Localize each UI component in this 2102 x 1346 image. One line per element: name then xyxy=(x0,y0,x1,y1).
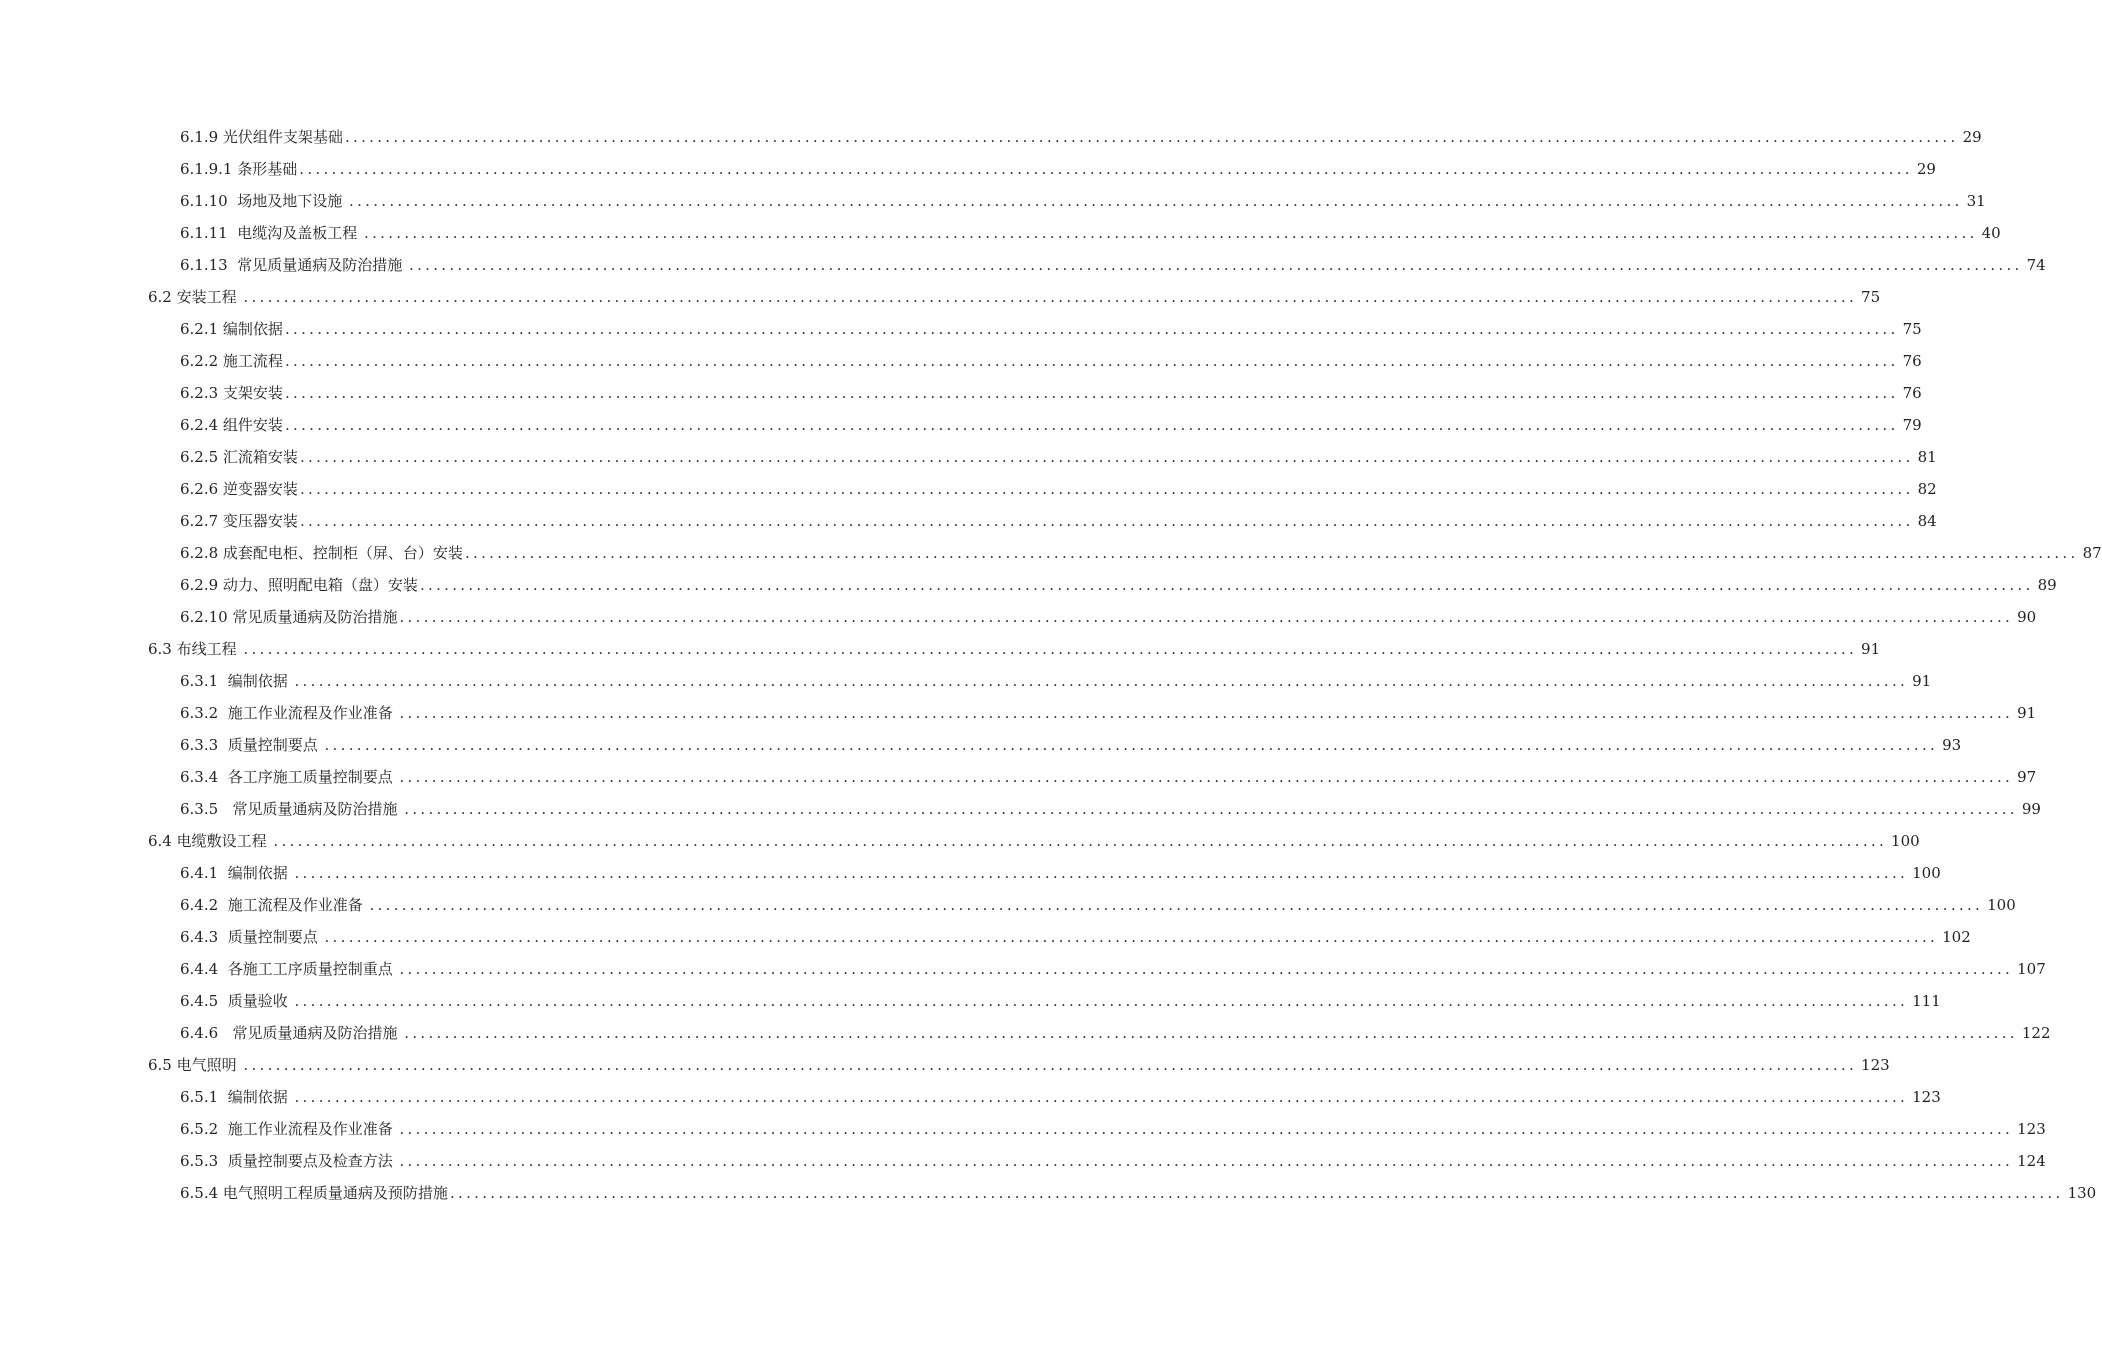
toc-entry-page: 75 xyxy=(1861,288,1881,306)
toc-entry-page: 29 xyxy=(1962,128,1982,146)
toc-entry[interactable] xyxy=(0,121,1982,153)
toc-entry[interactable] xyxy=(0,505,1937,537)
toc-entry[interactable] xyxy=(0,313,1922,345)
toc-entry[interactable] xyxy=(0,921,1971,953)
dot-leader: ........................................................................................................................................................................................................ xyxy=(399,608,2014,626)
toc-entry[interactable] xyxy=(0,153,1936,185)
toc-entry-page: 122 xyxy=(2021,1024,2051,1042)
toc-entry-page: 91 xyxy=(1861,640,1881,658)
dot-leader: ........................................................................................................................................................................................................ xyxy=(273,832,1888,850)
toc-entry[interactable] xyxy=(0,249,2046,281)
dot-leader: ........................................................................................................................................................................................................ xyxy=(324,928,1939,946)
dot-leader: ........................................................................................................................................................................................................ xyxy=(284,352,1899,370)
dot-leader: ........................................................................................................................................................................................................ xyxy=(284,416,1899,434)
toc-entry-page: 81 xyxy=(1917,448,1937,466)
toc-entry-title: 6.3.5 常见质量通病及防治措施 xyxy=(180,797,404,821)
toc-entry-page: 102 xyxy=(1942,928,1971,946)
toc-entry-title: 6.3.1 编制依据 xyxy=(180,669,294,693)
toc-entry-title: 6.5.2 施工作业流程及作业准备 xyxy=(180,1117,399,1141)
toc-entry-title: 6.4.2 施工流程及作业准备 xyxy=(180,893,369,917)
toc-entry[interactable] xyxy=(0,1081,1941,1113)
dot-leader: ........................................................................................................................................................................................................ xyxy=(299,160,1913,178)
toc-entry-title: 6.3.3 质量控制要点 xyxy=(180,733,324,757)
dot-leader: ........................................................................................................................................................................................................ xyxy=(399,1152,2014,1170)
toc-entry[interactable] xyxy=(0,185,1986,217)
toc-entry-page: 31 xyxy=(1966,192,1986,210)
toc-entry-page: 97 xyxy=(2017,768,2037,786)
toc-entry-title: 6.5 电气照明 xyxy=(148,1053,243,1077)
toc-entry-page: 100 xyxy=(1912,864,1941,882)
toc-entry-page: 84 xyxy=(1917,512,1937,530)
toc-entry-page: 91 xyxy=(1912,672,1932,690)
dot-leader: ........................................................................................................................................................................................................ xyxy=(294,992,1909,1010)
toc-entry-page: 89 xyxy=(2037,576,2057,594)
toc-entry[interactable] xyxy=(0,1177,2097,1209)
toc-entry-page: 87 xyxy=(2082,544,2102,562)
dot-leader: ........................................................................................................................................................................................................ xyxy=(294,864,1909,882)
toc-entry-page: 90 xyxy=(2017,608,2037,626)
toc-entry-title: 6.2.9 动力、照明配电箱（盘）安装 xyxy=(180,573,420,597)
toc-entry[interactable] xyxy=(0,1113,2046,1145)
toc-entry-page: 123 xyxy=(1912,1088,1941,1106)
toc-entry-title: 6.4.3 质量控制要点 xyxy=(180,925,324,949)
dot-leader: ........................................................................................................................................................................................................ xyxy=(243,288,1858,306)
toc-entry-title: 6.2.2 施工流程 xyxy=(180,349,285,373)
dot-leader: ........................................................................................................................................................................................................ xyxy=(284,320,1899,338)
dot-leader: ........................................................................................................................................................................................................ xyxy=(464,544,2079,562)
toc-entry[interactable] xyxy=(0,729,1962,761)
dot-leader: ........................................................................................................................................................................................................ xyxy=(299,480,1914,498)
dot-leader: ........................................................................................................................................................................................................ xyxy=(299,448,1914,466)
dot-leader: ........................................................................................................................................................................................................ xyxy=(294,672,1909,690)
toc-entry[interactable] xyxy=(0,409,1922,441)
toc-entry-title: 6.1.10 场地及地下设施 xyxy=(180,189,349,213)
toc-entry-title: 6.1.9 光伏组件支架基础 xyxy=(180,125,345,149)
toc-entry-page: 123 xyxy=(1861,1056,1890,1074)
toc-entry-title: 6.1.11 电缆沟及盖板工程 xyxy=(180,221,364,245)
toc-entry-page: 79 xyxy=(1902,416,1922,434)
toc-entry-title: 6.2.8 成套配电柜、控制柜（屏、台）安装 xyxy=(180,541,465,565)
dot-leader: ........................................................................................................................................................................................................ xyxy=(399,960,2014,978)
toc-entry-title: 6.1.9.1 条形基础 xyxy=(180,157,299,181)
toc-entry-title: 6.3 布线工程 xyxy=(148,637,243,661)
dot-leader: ........................................................................................................................................................................................................ xyxy=(344,128,1959,146)
toc-entry-title: 6.1.13 常见质量通病及防治措施 xyxy=(180,253,409,277)
toc-entry-title: 6.3.2 施工作业流程及作业准备 xyxy=(180,701,399,725)
toc-entry-title: 6.2.7 变压器安装 xyxy=(180,509,300,533)
toc-entry[interactable] xyxy=(0,1049,1890,1081)
toc-entry[interactable] xyxy=(0,665,1932,697)
toc-entry[interactable] xyxy=(0,793,2041,825)
toc-entry[interactable] xyxy=(0,857,1941,889)
toc-entry-page: 82 xyxy=(1917,480,1937,498)
toc-entry-page: 124 xyxy=(2017,1152,2046,1170)
toc-entry[interactable] xyxy=(0,281,1881,313)
toc-entry-title: 6.2.10 常见质量通病及防治措施 xyxy=(180,605,399,629)
dot-leader: ........................................................................................................................................................................................................ xyxy=(243,640,1858,658)
toc-entry[interactable] xyxy=(0,633,1881,665)
dot-leader: ........................................................................................................................................................................................................ xyxy=(399,1120,2014,1138)
dot-leader: ........................................................................................................................................................................................................ xyxy=(404,800,2018,818)
dot-leader: ........................................................................................................................................................................................................ xyxy=(399,768,2014,786)
toc-entry[interactable] xyxy=(0,761,2037,793)
toc-entry-title: 6.2.6 逆变器安装 xyxy=(180,477,300,501)
toc-entry[interactable] xyxy=(0,1145,2046,1177)
dot-leader: ........................................................................................................................................................................................................ xyxy=(449,1184,2064,1202)
toc-entry-title: 6.5.4 电气照明工程质量通病及预防措施 xyxy=(180,1181,450,1205)
dot-leader: ........................................................................................................................................................................................................ xyxy=(243,1056,1858,1074)
toc-entry[interactable] xyxy=(0,377,1922,409)
toc-entry-title: 6.4 电缆敷设工程 xyxy=(148,829,273,853)
toc-entry-page: 76 xyxy=(1902,384,1922,402)
toc-entry-title: 6.4.4 各施工工序质量控制重点 xyxy=(180,957,399,981)
toc-entry-page: 74 xyxy=(2026,256,2046,274)
toc-entry-page: 91 xyxy=(2017,704,2037,722)
toc-entry-title: 6.2.5 汇流箱安装 xyxy=(180,445,300,469)
toc-entry[interactable] xyxy=(0,537,2102,569)
toc-entry-title: 6.2.4 组件安装 xyxy=(180,413,285,437)
toc-entry[interactable] xyxy=(0,1017,2051,1049)
toc-entry-title: 6.5.1 编制依据 xyxy=(180,1085,294,1109)
toc-entry-page: 29 xyxy=(1916,160,1936,178)
toc-entry-page: 99 xyxy=(2021,800,2041,818)
toc-entry[interactable] xyxy=(0,441,1937,473)
toc-entry[interactable] xyxy=(0,953,2046,985)
toc-entry-page: 100 xyxy=(1891,832,1920,850)
toc-entry-page: 76 xyxy=(1902,352,1922,370)
toc-entry-title: 6.2 安装工程 xyxy=(148,285,243,309)
dot-leader: ........................................................................................................................................................................................................ xyxy=(419,576,2034,594)
dot-leader: ........................................................................................................................................................................................................ xyxy=(369,896,1984,914)
dot-leader: ........................................................................................................................................................................................................ xyxy=(324,736,1939,754)
toc-entry[interactable] xyxy=(0,697,2037,729)
toc-entry[interactable] xyxy=(0,889,2016,921)
toc-entry-page: 130 xyxy=(2067,1184,2097,1202)
toc-entry[interactable] xyxy=(0,569,2057,601)
toc-entry-title: 6.4.1 编制依据 xyxy=(180,861,294,885)
toc-entry-page: 111 xyxy=(1912,992,1941,1010)
table-of-contents xyxy=(0,121,2102,1209)
toc-entry-page: 75 xyxy=(1902,320,1922,338)
toc-entry-page: 123 xyxy=(2017,1120,2046,1138)
toc-entry-title: 6.2.1 编制依据 xyxy=(180,317,285,341)
toc-entry[interactable] xyxy=(0,825,1920,857)
toc-entry-title: 6.5.3 质量控制要点及检查方法 xyxy=(180,1149,399,1173)
toc-entry-title: 6.2.3 支架安装 xyxy=(180,381,285,405)
toc-entry-title: 6.3.4 各工序施工质量控制要点 xyxy=(180,765,399,789)
toc-entry-page: 93 xyxy=(1942,736,1962,754)
toc-entry[interactable] xyxy=(0,217,2001,249)
dot-leader: ........................................................................................................................................................................................................ xyxy=(299,512,1914,530)
dot-leader: ........................................................................................................................................................................................................ xyxy=(284,384,1899,402)
dot-leader: ........................................................................................................................................................................................................ xyxy=(404,1024,2018,1042)
toc-entry[interactable] xyxy=(0,345,1922,377)
dot-leader: ........................................................................................................................................................................................................ xyxy=(364,224,1978,242)
toc-entry-page: 40 xyxy=(1981,224,2001,242)
toc-entry-page: 100 xyxy=(1987,896,2016,914)
toc-entry-page: 107 xyxy=(2017,960,2046,978)
toc-entry[interactable] xyxy=(0,473,1937,505)
toc-entry[interactable] xyxy=(0,985,1941,1017)
toc-entry-title: 6.4.6 常见质量通病及防治措施 xyxy=(180,1021,404,1045)
dot-leader: ........................................................................................................................................................................................................ xyxy=(294,1088,1909,1106)
dot-leader: ........................................................................................................................................................................................................ xyxy=(349,192,1963,210)
toc-entry[interactable] xyxy=(0,601,2037,633)
toc-entry-title: 6.4.5 质量验收 xyxy=(180,989,294,1013)
dot-leader: ........................................................................................................................................................................................................ xyxy=(409,256,2023,274)
dot-leader: ........................................................................................................................................................................................................ xyxy=(399,704,2014,722)
